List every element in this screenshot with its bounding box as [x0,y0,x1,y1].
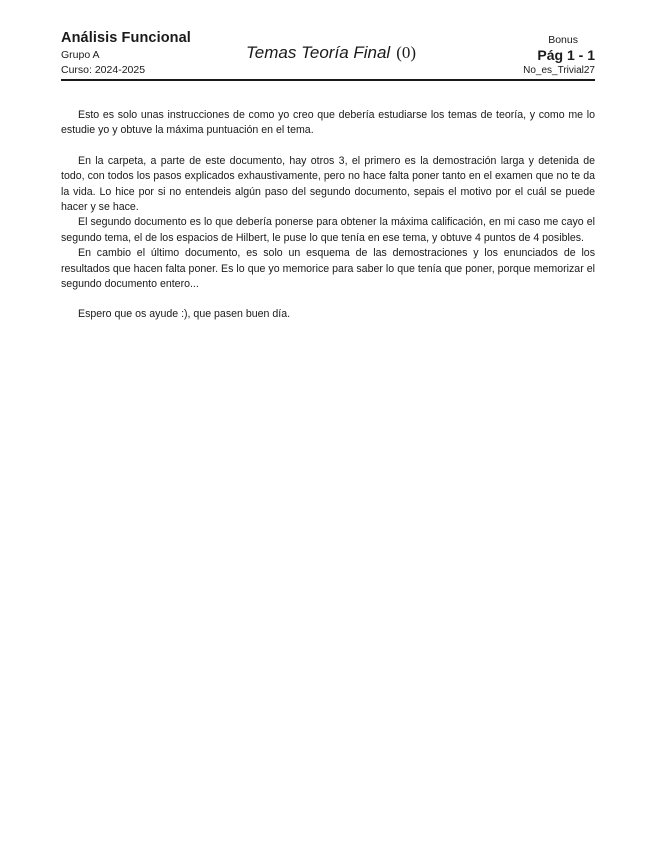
academic-year: Curso: 2024-2025 [61,64,146,76]
header-divider [61,79,595,81]
header-center [181,43,481,63]
paragraph-intro: Esto es solo unas instrucciones de como yo creo que debería estudiarse los temas de teoría, y como me lo estudie yo y obtuve la máxima puntuación en el tema. [61,109,595,137]
header-left [61,30,191,76]
paragraph-folder: En la carpeta, a parte de este documento, hay otros 3, el primero es la demostración larga y detenida de todo, con todos los pasos explicados exhaustivamente, pero no hace falta poner tanto en el examen que no te da la vida. Lo hice por si no entendeis algún paso del segundo documento, sepais el motivo por el cuál se puede hacer y se hace. [61,154,595,214]
group-label: Grupo A [61,49,100,61]
document-title: Temas Teoría Final [245,43,391,62]
paragraph-last-document: En cambio el último documento, es solo un esquema de las demostraciones y los enunciados de los resultados que hacen falta poner. Es lo que yo memorice para saber lo que tenía que poner, porque memorizar el segundo documento entero... [61,247,595,291]
course-title: Análisis Funcional [61,30,191,46]
bonus-label: Bonus [548,34,578,46]
paragraph-second-document: El segundo documento es lo que debería ponerse para obtener la máxima calificación, en mi caso me cayo el segundo tema, el de los espacios de Hilbert, le puse lo que tenía en ese tema, y obtuve 4 puntos de 4 posibles. [61,216,595,244]
page-number: Pág 1 - 1 [537,47,595,63]
author-name: No_es_Trivial27 [523,65,595,76]
page-header [61,30,595,78]
document-number: (0) [396,43,417,62]
paragraph-closing: Espero que os ayude :), que pasen buen día. [78,308,291,321]
document-body [61,108,595,323]
